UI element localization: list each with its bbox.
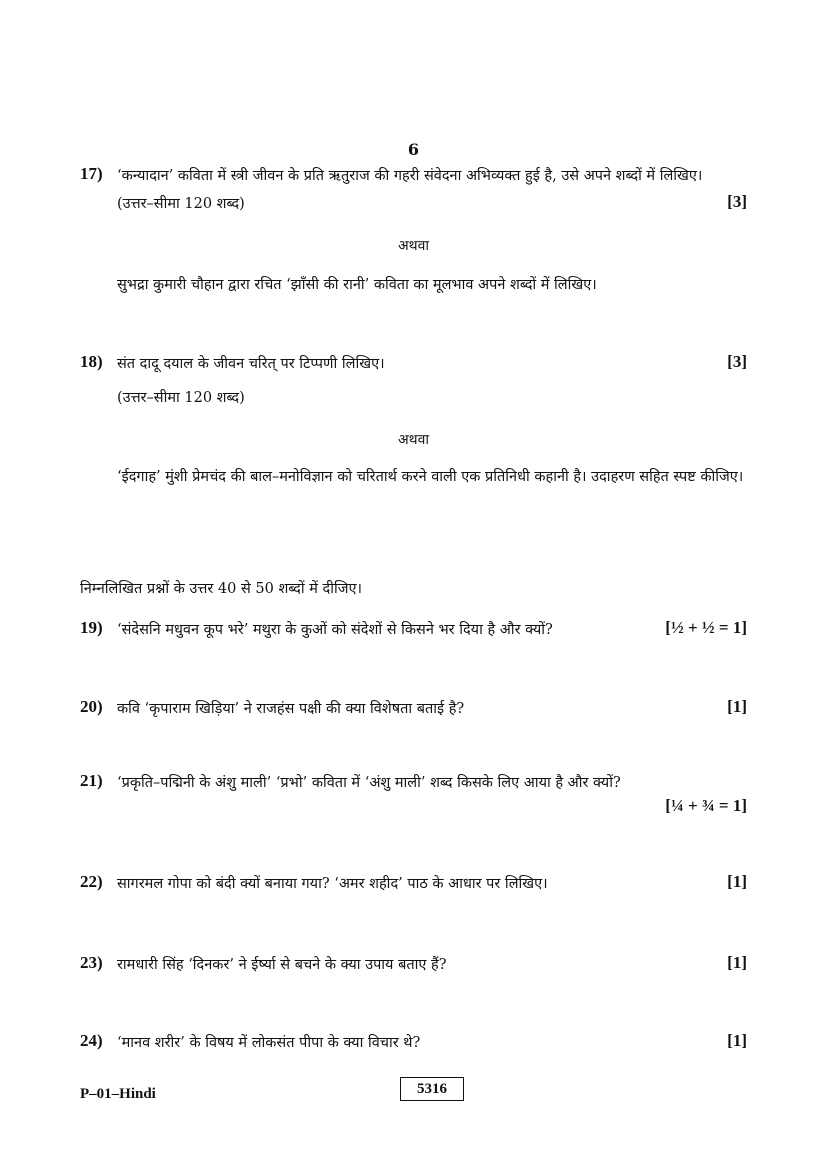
question-18-text: संत दादू दयाल के जीवन चरित् पर टिप्पणी लिखिए। <box>117 356 385 372</box>
question-number-17: 17) <box>80 164 103 183</box>
question-18-marks: [3] <box>727 352 747 371</box>
question-22-marks: [1] <box>727 872 747 891</box>
question-number-24: 24) <box>80 1031 103 1050</box>
question-17-or-label: अथवा <box>397 238 430 254</box>
question-23-text: रामधारी सिंह ‘दिनकर’ ने ईर्ष्या से बचने के क्या उपाय बताए हैं? <box>117 957 447 973</box>
question-24-marks: [1] <box>727 1031 747 1050</box>
question-19-text: ‘संदेसनि मधुवन कूप भरे’ मथुरा के कुओं को संदेशों से किसने भर दिया है और क्यों? <box>117 622 553 638</box>
question-21-marks: [¼ + ¾ = 1] <box>665 796 747 815</box>
question-number-20: 20) <box>80 697 103 716</box>
question-18-or-label: अथवा <box>397 432 430 448</box>
question-18-alternative: ‘ईदगाह’ मुंशी प्रेमचंद की बाल–मनोविज्ञान को चरितार्थ करने वाली एक प्रतिनिधी कहानी है। उदाहरण सहित स्पष्ट कीजिए। <box>117 469 744 485</box>
question-19-marks: [½ + ½ = 1] <box>665 618 747 637</box>
question-17-alternative: सुभद्रा कुमारी चौहान द्वारा रचित ‘झाँसी की रानी’ कविता का मूलभाव अपने शब्दों में लिखिए। <box>117 277 597 293</box>
question-21-text: ‘प्रकृति–पद्मिनी के अंशु माली’ ‘प्रभो’ कविता में ‘अंशु माली’ शब्द किसके लिए आया है और क्यों? <box>117 775 621 791</box>
question-22-text: सागरमल गोपा को बंदी क्यों बनाया गया? ‘अमर शहीद’ पाठ के आधार पर लिखिए। <box>117 876 548 892</box>
question-number-22: 22) <box>80 872 103 891</box>
paper-code: P–01–Hindi <box>80 1086 156 1102</box>
question-20-text: कवि ‘कृपाराम खिड़िया’ ने राजहंस पक्षी की क्या विशेषता बताई है? <box>117 701 465 717</box>
question-20-marks: [1] <box>727 697 747 716</box>
question-23-marks: [1] <box>727 953 747 972</box>
question-number-21: 21) <box>80 771 103 790</box>
question-17-marks: [3] <box>727 192 747 211</box>
question-number-18: 18) <box>80 352 103 371</box>
question-number-23: 23) <box>80 953 103 972</box>
section-instruction: निम्नलिखित प्रश्नों के उत्तर 40 से 50 शब्दों में दीजिए। <box>80 581 362 597</box>
question-number-19: 19) <box>80 618 103 637</box>
page-number: 6 <box>407 140 420 159</box>
page-code-box: 5316 <box>400 1077 464 1101</box>
question-17-text: ‘कन्यादान’ कविता में स्त्री जीवन के प्रति ऋतुराज की गहरी संवेदना अभिव्यक्त हुई है, उसे अपने शब्दों में लिखिए। <box>117 168 703 184</box>
question-24-text: ‘मानव शरीर’ के विषय में लोकसंत पीपा के क्या विचार थे? <box>117 1035 421 1051</box>
question-17-word-limit: (उत्तर–सीमा 120 शब्द) <box>117 196 245 212</box>
question-18-word-limit: (उत्तर–सीमा 120 शब्द) <box>117 390 245 406</box>
